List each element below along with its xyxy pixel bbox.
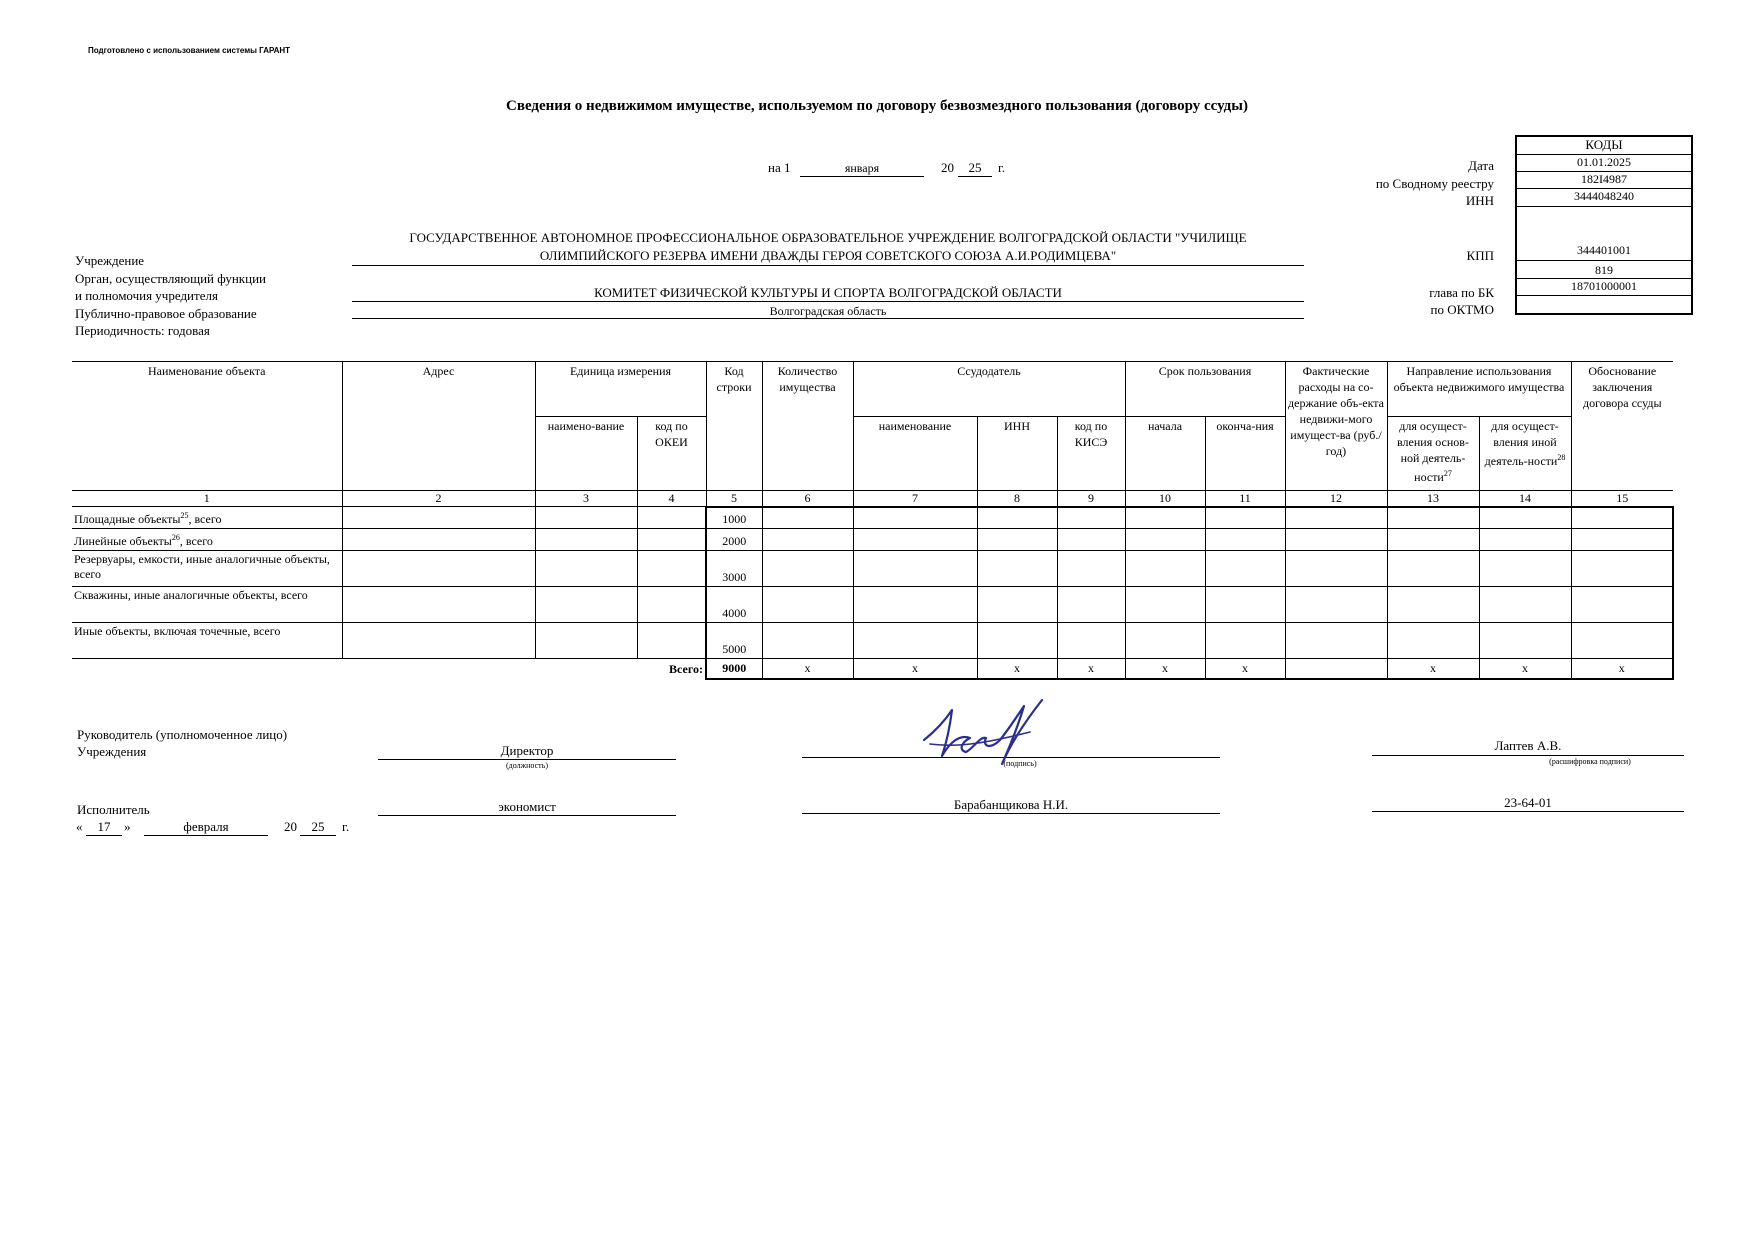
date-prefix: на 1: [768, 160, 791, 175]
date-month: января: [844, 161, 880, 175]
total-mark: x: [762, 659, 853, 679]
table-row: [72, 587, 1673, 623]
row-cell: [977, 507, 1057, 529]
top-note: Подготовлено с использованием системы ГАРАНТ: [88, 46, 291, 55]
date-year: 25: [968, 160, 982, 175]
col-number: 14: [1479, 491, 1571, 507]
row-cell: [1571, 587, 1673, 623]
head-name: Лаптев А.В.: [1494, 738, 1562, 753]
row-cell: [637, 551, 706, 587]
col-header-term: Срок пользования: [1125, 362, 1285, 417]
signature-caption: (подпись): [1003, 759, 1037, 768]
institution-name-line1: ГОСУДАРСТВЕННОЕ АВТОНОМНОЕ ПРОФЕССИОНАЛЬНОЕ ОБРАЗОВАТЕЛЬНОЕ УЧРЕЖДЕНИЕ ВОЛГОГРАДСКОЙ ОБЛАСТИ "УЧИЛИЩЕ: [409, 230, 1247, 245]
row-cell: [1571, 529, 1673, 551]
total-mark: x: [1479, 659, 1571, 679]
row-cell: [1571, 623, 1673, 659]
executor-phone: 23-64-01: [1504, 795, 1552, 810]
row-cell: [535, 623, 637, 659]
total-mark: x: [853, 659, 977, 679]
table-row: [72, 529, 1673, 551]
row-cell: [1285, 507, 1387, 529]
row-cell: [342, 551, 535, 587]
row-cell: [1285, 587, 1387, 623]
col-header-qty: Количество имущества: [762, 362, 853, 491]
row-cell: [1057, 623, 1125, 659]
total-mark: x: [977, 659, 1057, 679]
row-code: 3000: [706, 551, 762, 587]
row-code: 2000: [706, 529, 762, 551]
executor-name: Барабанщикова Н.И.: [953, 797, 1069, 812]
col-number: 12: [1285, 491, 1387, 507]
head-label-1: Руководитель (уполномоченное лицо): [77, 727, 288, 742]
col-header-expenses: Фактические расходы на со-держание объ-екта недвижи-мого имущест-ва (руб./год): [1285, 362, 1387, 491]
total-code: 9000: [706, 659, 762, 679]
row-cell: [637, 507, 706, 529]
founder-label-1: Орган, осуществляющий функции: [75, 271, 266, 286]
row-code: 5000: [706, 623, 762, 659]
total-mark: x: [1205, 659, 1285, 679]
codes-label-registry: по Сводному реестру: [1375, 176, 1494, 191]
col-number: 2: [342, 491, 535, 507]
sign-date-close: »: [124, 819, 131, 834]
founder-label-2: и полномочия учредителя: [75, 288, 218, 303]
col-header-term-start: начала: [1125, 417, 1205, 491]
row-cell: [1125, 587, 1205, 623]
row-cell: [853, 529, 977, 551]
codes-label-kpp: КПП: [1466, 248, 1494, 263]
col-number: 8: [977, 491, 1057, 507]
row-cell: [1387, 551, 1479, 587]
total-mark: x: [1387, 659, 1479, 679]
row-cell: [1387, 587, 1479, 623]
row-cell: [1057, 587, 1125, 623]
total-mark: x: [1125, 659, 1205, 679]
row-cell: [1571, 507, 1673, 529]
col-number: 15: [1571, 491, 1673, 507]
head-position: Директор: [500, 743, 554, 758]
codes-registry: 182I4987: [1517, 172, 1691, 189]
row-code: 1000: [706, 507, 762, 529]
codes-box: [1515, 135, 1693, 315]
row-cell: [762, 587, 853, 623]
sign-date-year-prefix: 20: [284, 819, 297, 834]
row-cell: [1285, 529, 1387, 551]
row-cell: [853, 587, 977, 623]
row-cell: [762, 623, 853, 659]
row-cell: [637, 623, 706, 659]
row-code: 4000: [706, 587, 762, 623]
table-row: [72, 507, 1673, 529]
col-number: 1: [72, 491, 342, 507]
row-cell: [1387, 529, 1479, 551]
row-cell: [977, 529, 1057, 551]
row-cell: [535, 529, 637, 551]
col-number: 6: [762, 491, 853, 507]
row-cell: [1571, 551, 1673, 587]
row-cell: [637, 587, 706, 623]
row-cell: [1125, 623, 1205, 659]
signature-image: [920, 692, 1060, 782]
col-number: 5: [706, 491, 762, 507]
column-numbers-row: [72, 491, 1673, 507]
row-name: Линейные объекты$^{26}$, всего: [72, 529, 342, 551]
executor-position: экономист: [498, 799, 556, 814]
row-cell: [1387, 507, 1479, 529]
row-cell: [1387, 623, 1479, 659]
public-entity-name: Волгоградская область: [769, 304, 887, 318]
head-label-2: Учреждения: [77, 744, 147, 759]
sign-date-month: февраля: [183, 819, 229, 834]
row-cell: [1125, 529, 1205, 551]
col-number: 11: [1205, 491, 1285, 507]
codes-oktmo: 18701000001: [1517, 279, 1691, 296]
col-number: 9: [1057, 491, 1125, 507]
total-mark: x: [1571, 659, 1673, 679]
col-header-lender-kise: код по КИСЭ: [1057, 417, 1125, 491]
sign-date-suffix: г.: [342, 819, 350, 834]
table-header-row-1: [72, 362, 1673, 417]
date-year-prefix: 20: [941, 160, 954, 175]
row-cell: [1205, 529, 1285, 551]
row-name: Иные объекты, включая точечные, всего: [72, 623, 342, 659]
row-cell: [977, 587, 1057, 623]
row-cell: [1057, 507, 1125, 529]
row-cell: [1205, 551, 1285, 587]
row-cell: [1479, 507, 1571, 529]
public-entity-label: Публично-правовое образование: [75, 306, 257, 321]
row-cell: [1125, 507, 1205, 529]
sign-date-day: 17: [97, 819, 111, 834]
col-number: 4: [637, 491, 706, 507]
row-cell: [342, 529, 535, 551]
codes-label-date: Дата: [1468, 158, 1494, 173]
row-cell: [1479, 551, 1571, 587]
codes-inn: 3444048240: [1517, 189, 1691, 207]
total-label: Всего:: [72, 659, 706, 679]
row-cell: [535, 587, 637, 623]
institution-label: Учреждение: [75, 253, 145, 268]
institution-name-line2: ОЛИМПИЙСКОГО РЕЗЕРВА ИМЕНИ ДВАЖДЫ ГЕРОЯ СОВЕТСКОГО СОЮЗА А.И.РОДИМЦЕВА": [539, 248, 1117, 263]
sign-date-open: «: [76, 819, 83, 834]
col-number: 13: [1387, 491, 1479, 507]
col-header-lender-inn: ИНН: [977, 417, 1057, 491]
col-header-unit-name: наимено-вание: [535, 417, 637, 491]
row-cell: [342, 587, 535, 623]
property-table: [72, 361, 1674, 680]
row-name: Площадные объекты$^{25}$, всего: [72, 507, 342, 529]
codes-date: 01.01.2025: [1517, 155, 1691, 172]
row-cell: [977, 551, 1057, 587]
row-cell: [1285, 623, 1387, 659]
row-cell: [977, 623, 1057, 659]
col-header-unit: Единица измерения: [535, 362, 706, 417]
executor-label: Исполнитель: [77, 802, 150, 817]
founder-name: КОМИТЕТ ФИЗИЧЕСКОЙ КУЛЬТУРЫ И СПОРТА ВОЛГОГРАДСКОЙ ОБЛАСТИ: [594, 285, 1062, 300]
position-caption: (должность): [506, 761, 548, 770]
row-cell: [1057, 529, 1125, 551]
row-name: Скважины, иные аналогичные объекты, всего: [72, 587, 342, 623]
row-cell: [853, 623, 977, 659]
row-name: Резервуары, емкости, иные аналогичные объекты, всего: [72, 551, 342, 587]
row-cell: [762, 551, 853, 587]
col-number: 10: [1125, 491, 1205, 507]
row-cell: [535, 507, 637, 529]
row-cell: [1125, 551, 1205, 587]
row-cell: [535, 551, 637, 587]
row-cell: [1479, 587, 1571, 623]
col-number: 3: [535, 491, 637, 507]
row-cell: [1285, 551, 1387, 587]
row-cell: [853, 551, 977, 587]
total-mark: x: [1057, 659, 1125, 679]
codes-bk: 819: [1517, 261, 1691, 279]
codes-kpp: 344401001: [1517, 207, 1691, 261]
sign-date-year: 25: [311, 819, 325, 834]
total-row: [72, 659, 1673, 679]
col-header-address: Адрес: [342, 362, 535, 491]
row-cell: [762, 529, 853, 551]
col-header-lender: Ссудодатель: [853, 362, 1125, 417]
row-cell: [853, 507, 977, 529]
table-row: [72, 623, 1673, 659]
col-header-lender-name: наименование: [853, 417, 977, 491]
col-header-term-end: оконча-ния: [1205, 417, 1285, 491]
codes-label-bk: глава по БК: [1429, 285, 1494, 300]
codes-header: КОДЫ: [1517, 137, 1691, 155]
row-cell: [637, 529, 706, 551]
col-number: 7: [853, 491, 977, 507]
row-cell: [1205, 587, 1285, 623]
col-header-name: Наименование объекта: [72, 362, 342, 491]
total-mark: [1285, 659, 1387, 679]
row-cell: [1205, 507, 1285, 529]
row-cell: [342, 507, 535, 529]
row-cell: [1479, 623, 1571, 659]
date-suffix: г.: [998, 160, 1006, 175]
row-cell: [762, 507, 853, 529]
periodicity-label: Периодичность: годовая: [75, 323, 210, 338]
name-caption: (расшифровка подписи): [1549, 757, 1631, 766]
codes-label-inn: ИНН: [1465, 193, 1494, 208]
col-header-direction: Направление использования объекта недвижимого имущества: [1387, 362, 1571, 417]
col-header-dir-main: для осущест-вления основ-ной деятель-ности$^{27}$: [1387, 417, 1479, 491]
col-header-basis: Обоснование заключения договора ссуды: [1571, 362, 1673, 491]
row-cell: [1057, 551, 1125, 587]
page-title: Сведения о недвижимом имуществе, используемом по договору безвозмездного пользования (договору ссуды): [506, 98, 1248, 114]
row-cell: [1479, 529, 1571, 551]
col-header-code: Код строки: [706, 362, 762, 491]
table-row: [72, 551, 1673, 587]
row-cell: [1205, 623, 1285, 659]
col-header-unit-code: код по ОКЕИ: [637, 417, 706, 491]
col-header-dir-other: для осущест-вления иной деятель-ности$^{28}$: [1479, 417, 1571, 491]
row-cell: [342, 623, 535, 659]
codes-label-oktmo: по ОКТМО: [1430, 302, 1494, 317]
